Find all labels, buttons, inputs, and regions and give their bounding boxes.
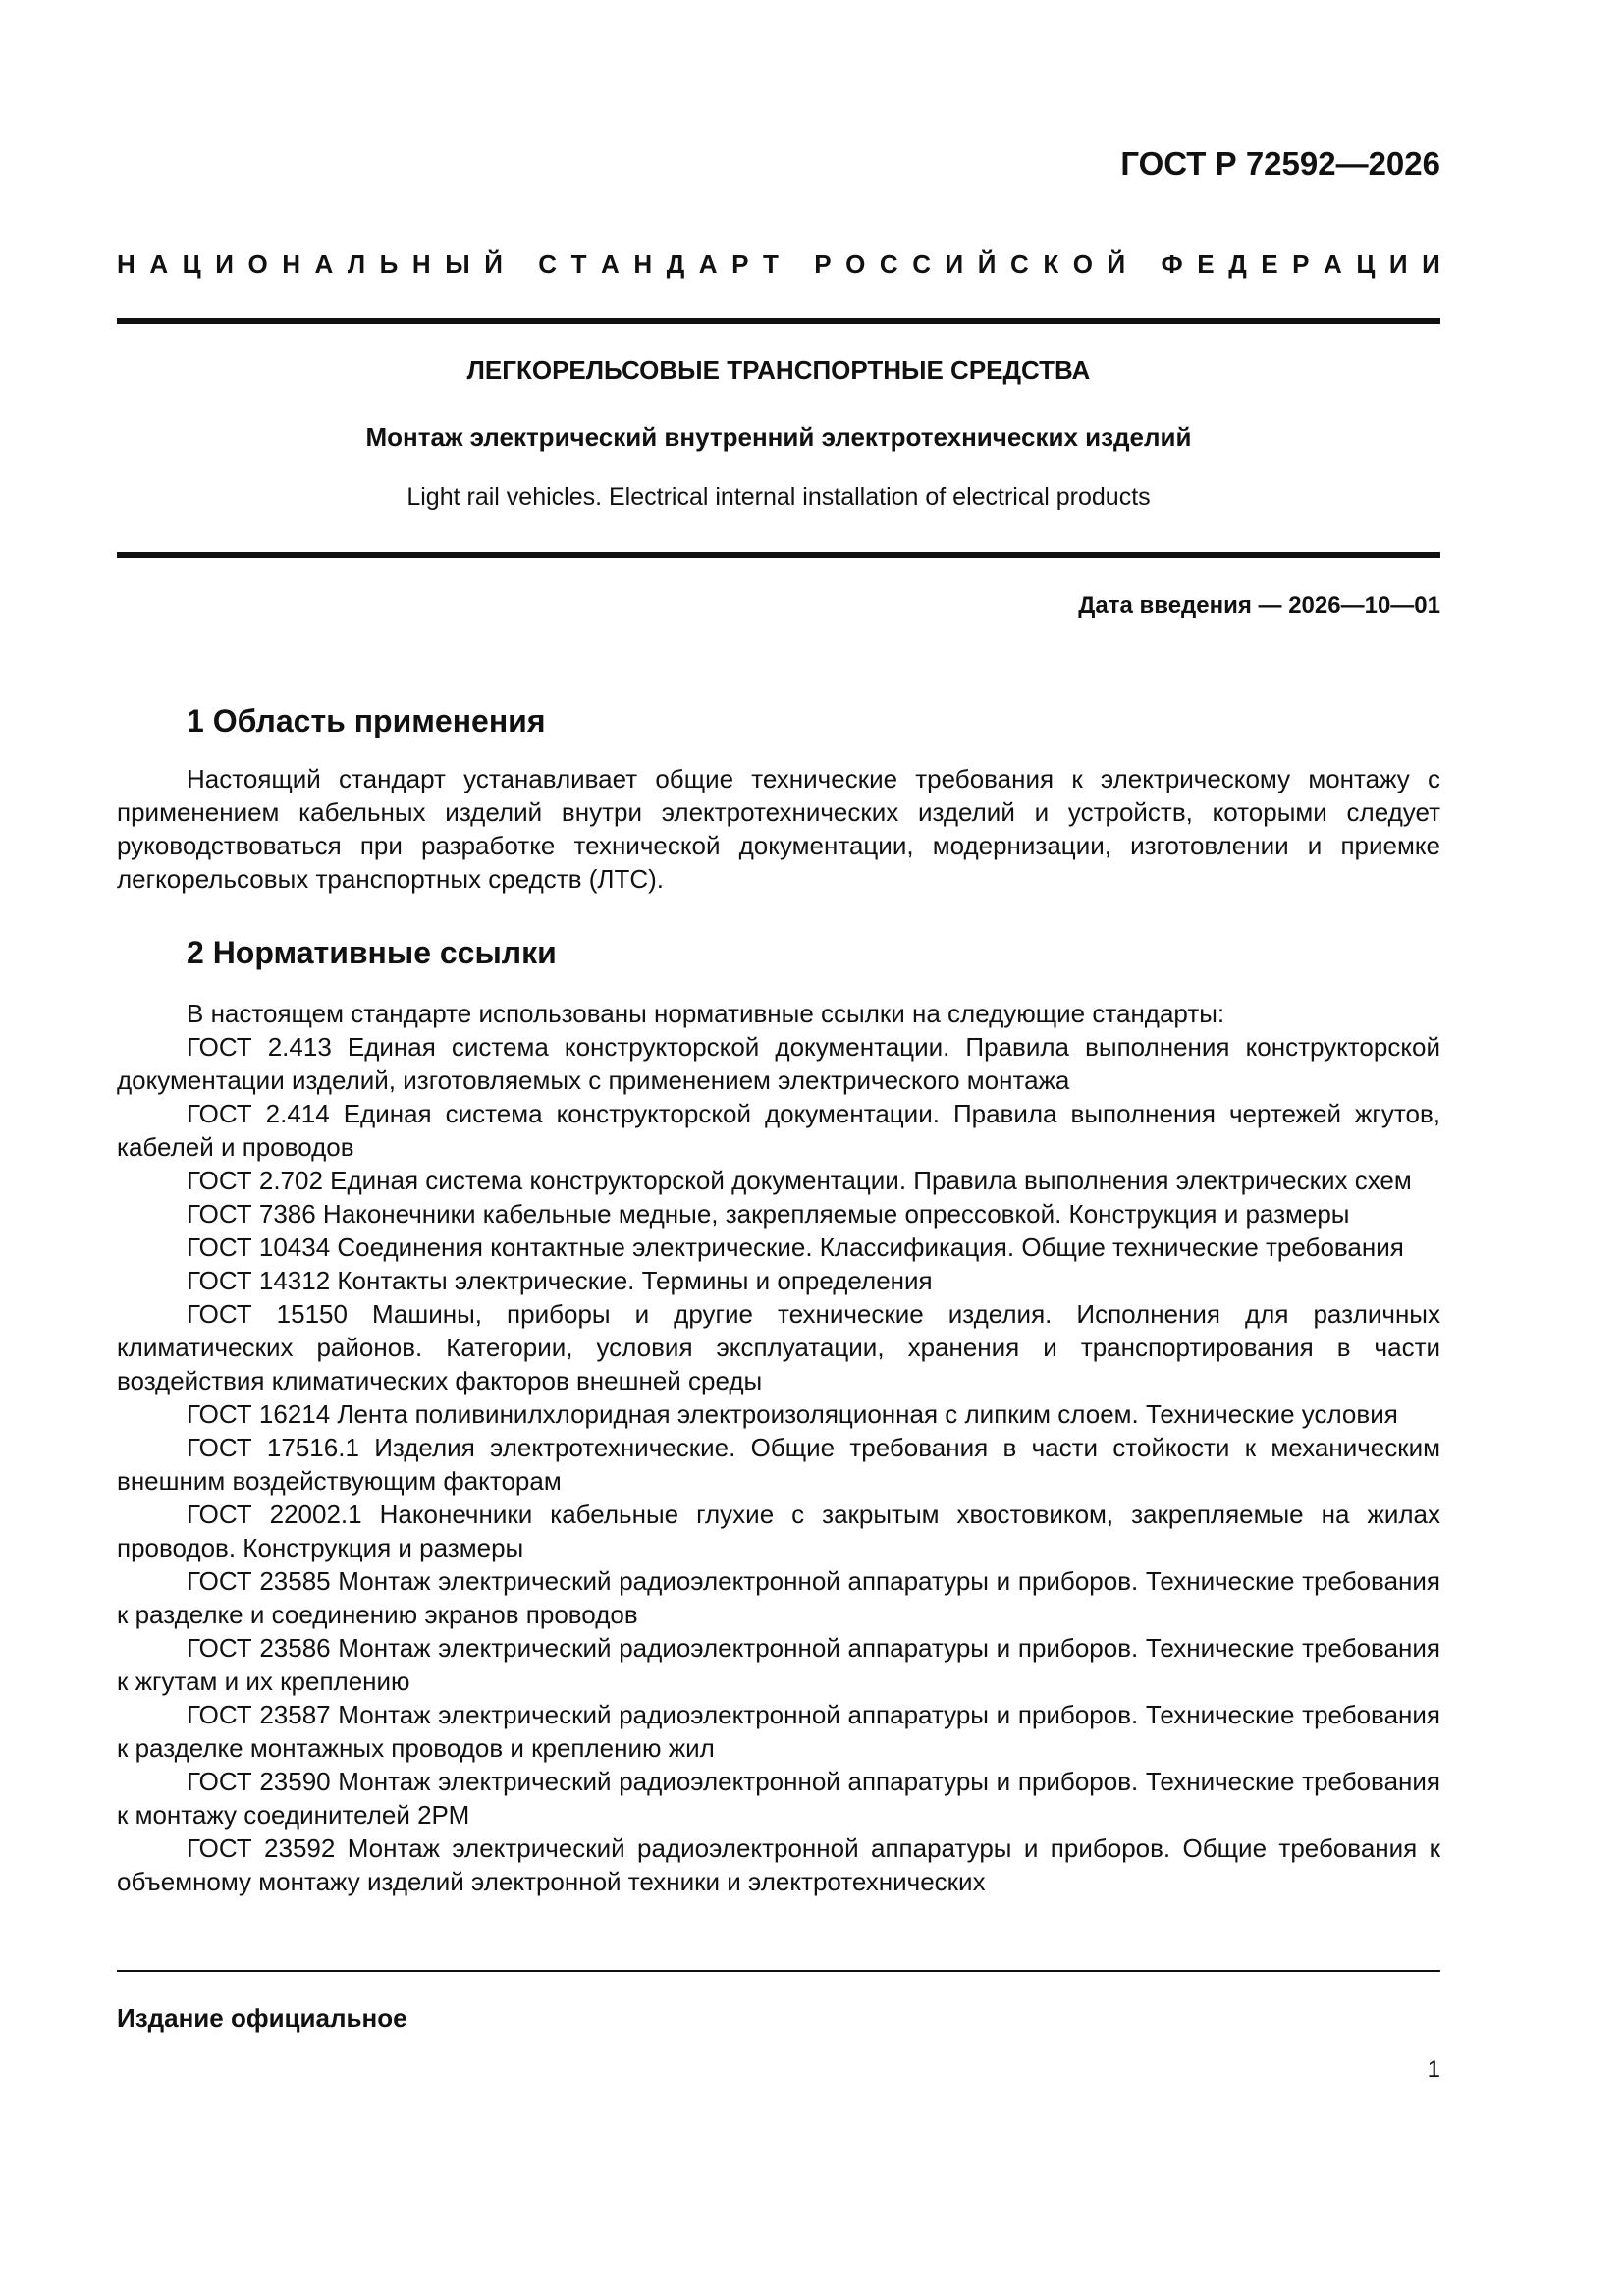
- standard-type-letter: Н: [411, 249, 431, 279]
- paragraph: Настоящий стандарт устанавливает общие технические требования к электрическому монтажу с применением кабельных изделий внутри электротехнических изделий и устройств, которыми следует руководствоваться при разработке технической документации, модернизации, изготовлении и приемке легкорельсовых транспортных средств (ЛТС).: [117, 764, 1440, 894]
- document-title: ЛЕГКОРЕЛЬСОВЫЕ ТРАНСПОРТНЫЕ СРЕДСТВА: [466, 355, 1091, 385]
- reference-item: ГОСТ 2.414 Единая система конструкторской документации. Правила выполнения чертежей жгутов, кабелей и проводов: [117, 1099, 1440, 1162]
- standard-type-letter: [792, 249, 799, 280]
- standard-type-letter: [516, 249, 523, 280]
- standard-type-letter: А: [149, 249, 169, 279]
- standard-type-letter: Й: [977, 249, 997, 279]
- standard-type-letter: Ф: [1161, 249, 1183, 279]
- standard-type-letter: Д: [1228, 249, 1247, 279]
- standard-type-letter: Р: [814, 249, 832, 279]
- standard-type-letter: Ц: [1356, 249, 1376, 279]
- standard-type-letter: [1140, 249, 1147, 280]
- reference-item: ГОСТ 22002.1 Наконечники кабельные глухие с закрытым хвостовиком, закрепляемые на жилах проводов. Конструкция и размеры: [117, 1500, 1440, 1562]
- standard-type-letter: К: [1043, 249, 1059, 279]
- standard-type-letter: Р: [1292, 249, 1310, 279]
- footer-rule: [117, 1970, 1440, 1972]
- reference-item: ГОСТ 7386 Наконечники кабельные медные, закрепляемые опрессовкой. Конструкция и размеры: [187, 1199, 1350, 1229]
- reference-item: ГОСТ 23590 Монтаж электрический радиоэлектронной аппаратуры и приборов. Технические требования к монтажу соединителей 2РМ: [117, 1767, 1440, 1830]
- reference-item: ГОСТ 14312 Контакты электрические. Термины и определения: [187, 1266, 933, 1295]
- standard-type-letter: Н: [633, 249, 653, 279]
- standard-type-letter: Ы: [445, 249, 470, 279]
- standard-type-letter: Т: [570, 249, 587, 279]
- standard-type-line: [117, 249, 1440, 280]
- reference-item: ГОСТ 23587 Монтаж электрический радиоэлектронной аппаратуры и приборов. Технические требования к разделке монтажных проводов и креплению жил: [117, 1700, 1440, 1763]
- document-title-english: Light rail vehicles. Electrical internal installation of electrical products: [406, 483, 1151, 511]
- reference-item: ГОСТ 15150 Машины, приборы и другие технические изделия. Исполнения для различных климатических районов. Категории, условия эксплуатации, хранения и транспортирования в части воздействия климатических факторов внешней среды: [117, 1299, 1440, 1395]
- introduction-date: Дата введения — 2026—10—01: [1078, 592, 1440, 619]
- standard-type-letter: Ь: [379, 249, 399, 279]
- standard-type-letter: С: [912, 249, 931, 279]
- reference-item: ГОСТ 16214 Лента поливинилхлоридная электроизоляционная с липким слоем. Технические условия: [187, 1399, 1398, 1429]
- standard-type-letter: Р: [731, 249, 749, 279]
- reference-item: ГОСТ 2.413 Единая система конструкторской документации. Правила выполнения конструкторской документации изделий, изготовляемых с применением электрического монтажа: [117, 1032, 1440, 1095]
- standard-type-letter: Ц: [182, 249, 201, 279]
- reference-item: ГОСТ 17516.1 Изделия электротехнические. Общие требования в части стойкости к механическим внешним воздействующим факторам: [117, 1433, 1440, 1496]
- standard-type-letter: О: [845, 249, 866, 279]
- edition-label: Издание официальное: [117, 2003, 407, 2033]
- standard-type-letter: И: [945, 249, 964, 279]
- standard-type-letter: С: [879, 249, 898, 279]
- standard-type-letter: А: [698, 249, 718, 279]
- standard-type-letter: Д: [666, 249, 685, 279]
- standard-type-letter: Т: [762, 249, 779, 279]
- reference-item: ГОСТ 23586 Монтаж электрический радиоэлектронной аппаратуры и приборов. Технические требования к жгутам и их креплению: [117, 1633, 1440, 1696]
- standard-type-letter: И: [215, 249, 234, 279]
- section-body-references: [117, 997, 1440, 1898]
- reference-item: ГОСТ 2.702 Единая система конструкторской документации. Правила выполнения электрических схем: [187, 1166, 1412, 1195]
- standard-type-letter: Е: [1197, 249, 1215, 279]
- standard-type-letter: О: [1072, 249, 1093, 279]
- section-heading-scope: 1 Область применения: [187, 703, 546, 738]
- standard-type-letter: Й: [484, 249, 503, 279]
- standard-type-letter: Н: [117, 249, 135, 279]
- section-body-scope: [117, 762, 1440, 896]
- reference-item: ГОСТ 10434 Соединения контактные электрические. Классификация. Общие технические требования: [187, 1232, 1404, 1262]
- standard-type-letter: Й: [1107, 249, 1126, 279]
- section-heading-references: 2 Нормативные ссылки: [187, 935, 557, 970]
- standard-type-letter: Е: [1261, 249, 1278, 279]
- standard-type-letter: Л: [347, 249, 366, 279]
- standard-type-letter: А: [601, 249, 620, 279]
- standard-type-letter: А: [314, 249, 334, 279]
- standard-type-letter: И: [1388, 249, 1408, 279]
- standard-type-letter: Н: [282, 249, 300, 279]
- header-rule: [117, 318, 1440, 324]
- page-number: 1: [1427, 2056, 1440, 2083]
- document-number: ГОСТ Р 72592—2026: [1120, 145, 1440, 182]
- standard-type-letter: С: [1010, 249, 1029, 279]
- standard-type-letter: И: [1422, 249, 1440, 279]
- standard-type-letter: С: [538, 249, 558, 279]
- title-rule: [117, 552, 1440, 558]
- reference-item: ГОСТ 23585 Монтаж электрический радиоэлектронной аппаратуры и приборов. Технические требования к разделке и соединению экранов проводов: [117, 1566, 1440, 1629]
- reference-item: ГОСТ 23592 Монтаж электрический радиоэлектронной аппаратуры и приборов. Общие требования к объемному монтажу изделий электронной техники и электротехнических: [117, 1833, 1440, 1896]
- standard-type-letter: А: [1324, 249, 1342, 279]
- standard-type-letter: О: [247, 249, 268, 279]
- document-subtitle: Монтаж электрический внутренний электротехнических изделий: [365, 422, 1192, 452]
- paragraph: В настоящем стандарте использованы нормативные ссылки на следующие стандарты:: [187, 999, 1225, 1028]
